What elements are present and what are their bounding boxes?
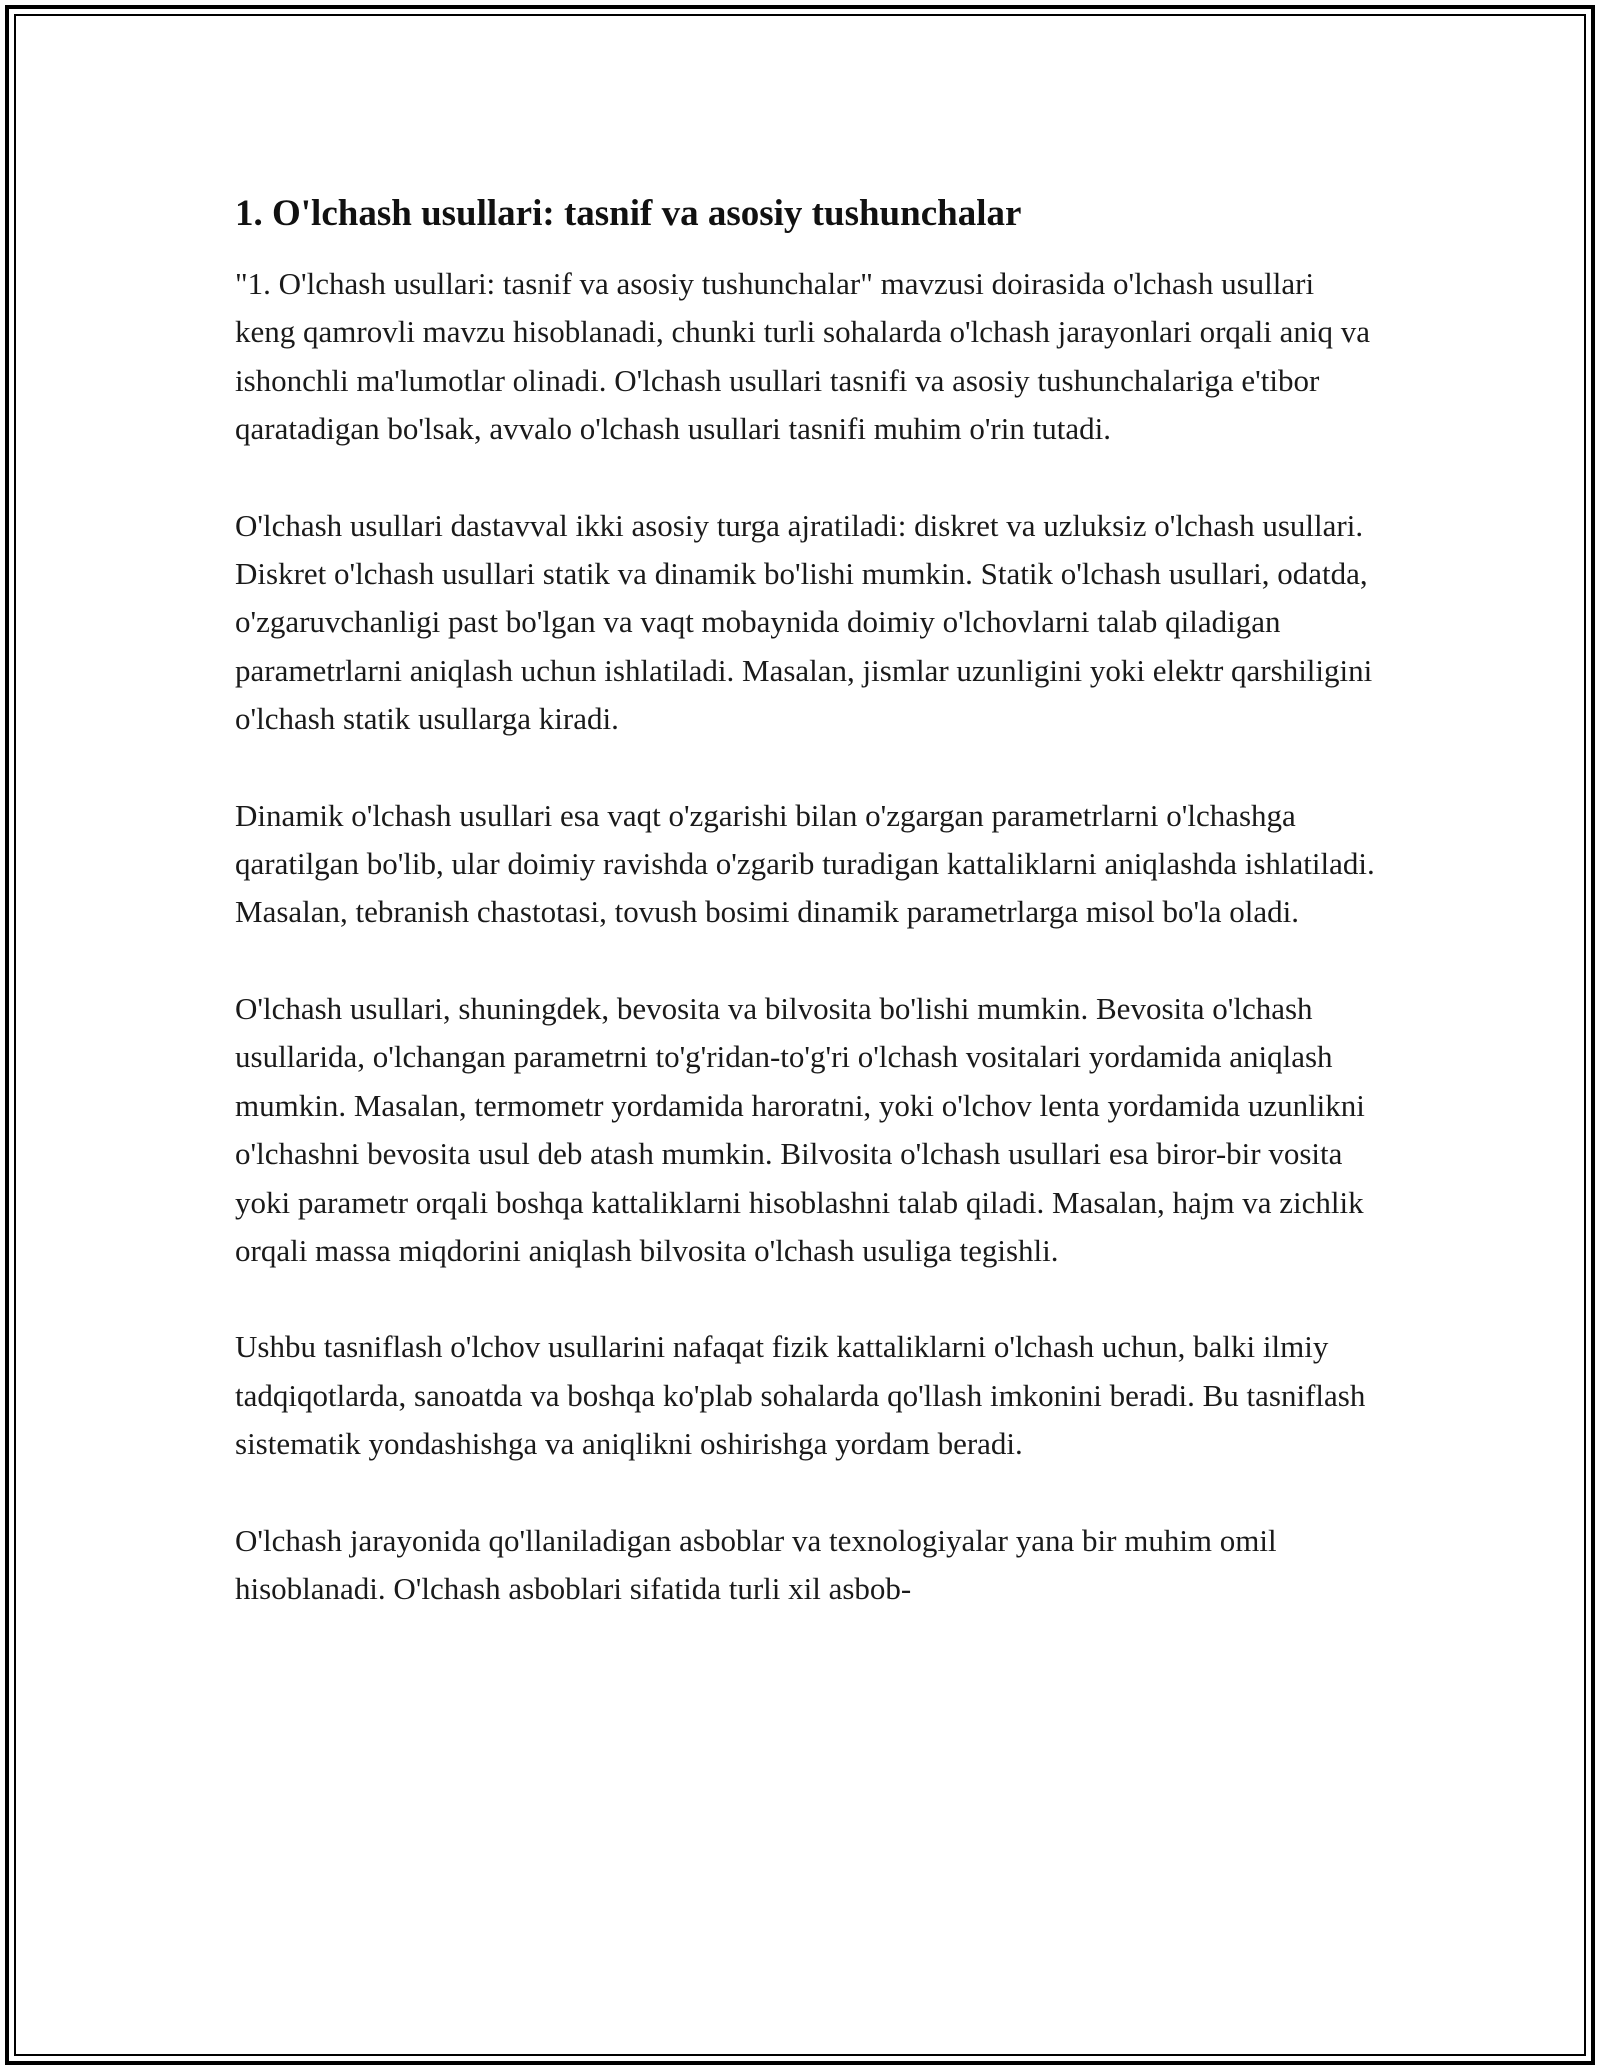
section-heading: 1. O'lchash usullari: tasnif va asosiy tushunchalar bbox=[235, 193, 1022, 234]
paragraph-intro: "1. O'lchash usullari: tasnif va asosiy tushunchalar" mavzusi doirasida o'lchash usullari keng qamrovli mavzu hisoblanadi, chunki turli sohalarda o'lchash jarayonlari orqali aniq va ishonchli ma'lumotlar olinadi. O'lchash usullari tasnifi va asosiy tushunchalariga e'tibor qaratadigan bo'lsak, avvalo o'lchash usullari tasnifi muhim o'rin tutadi. bbox=[235, 266, 1371, 447]
paragraph-dynamic: Dinamik o'lchash usullari esa vaqt o'zgarishi bilan o'zgargan parametrlarni o'lchashga qaratilgan bo'lib, ular doimiy ravishda o'zgarib turadigan kattaliklarni aniqlashda ishlatiladi. Masalan, tebranish chastotasi, tovush bosimi dinamik parametrlarga misol bo'la oladi. bbox=[235, 797, 1375, 930]
paragraph-discrete-continuous: O'lchash usullari dastavval ikki asosiy turga ajratiladi: diskret va uzluksiz o'lchash usullari. Diskret o'lchash usullari statik va dinamik bo'lishi mumkin. Statik o'lchash usullari, odatda, o'zgaruvchanligi past bo'lgan va vaqt mobaynida doimiy o'lchovlarni talab qiladigan parametrlarni aniqlash uchun ishlatiladi. Masalan, jismlar uzunligini yoki elektr qarshiligini o'lchash statik usullarga kiradi. bbox=[235, 507, 1373, 737]
paragraph-direct-indirect: O'lchash usullari, shuningdek, bevosita va bilvosita bo'lishi mumkin. Bevosita o'lchash usullarida, o'lchangan parametrni to'g'ridan-to'g'ri o'lchash vositalari yordamida aniqlash mumkin. Masalan, termometr yordamida haroratni, yoki o'lchov lenta yordamida uzunlikni o'lchashni bevosita usul deb atash mumkin. Bilvosita o'lchash usullari esa biror-bir vosita yoki parametr orqali boshqa kattaliklarni hisoblashni talab qiladi. Masalan, hajm va zichlik orqali massa miqdorini aniqlash bilvosita o'lchash usuliga tegishli. bbox=[235, 990, 1365, 1268]
document-body bbox=[235, 190, 1375, 1661]
paragraph-classification-use: Ushbu tasniflash o'lchov usullarini nafaqat fizik kattaliklarni o'lchash uchun, balki ilmiy tadqiqotlarda, sanoatda va boshqa ko'plab sohalarda qo'llash imkonini beradi. Bu tasniflash sistematik yondashishga va aniqlikni oshirishga yordam beradi. bbox=[235, 1329, 1366, 1462]
paragraph-instruments: O'lchash jarayonida qo'llaniladigan asboblar va texnologiyalar yana bir muhim omil hisoblanadi. O'lchash asboblari sifatida turli xil asbob- bbox=[235, 1522, 1277, 1606]
